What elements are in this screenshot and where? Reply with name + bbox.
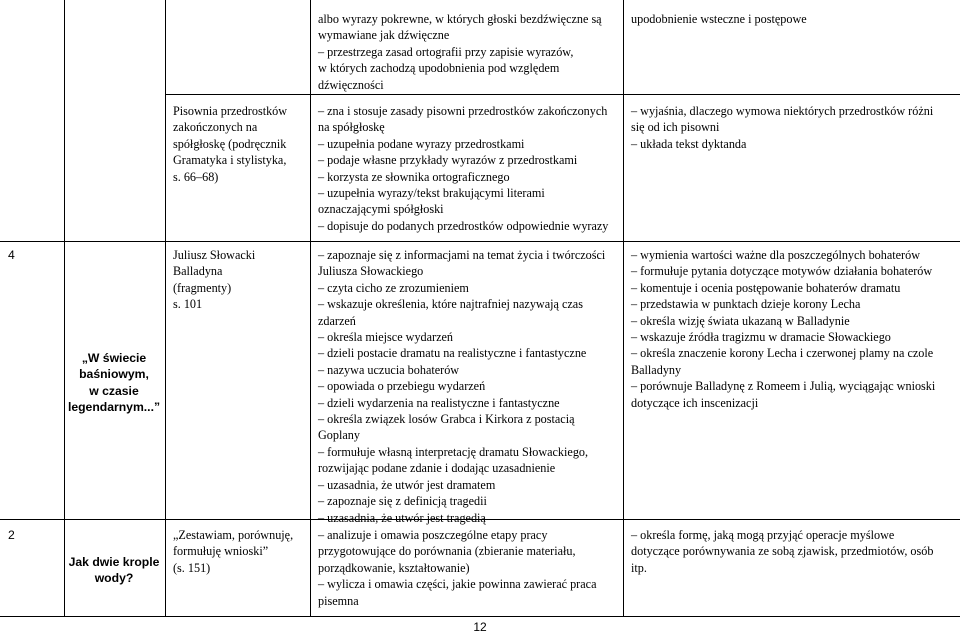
basic-requirements-cell [318,247,605,526]
text-line: wymawiane jak dźwięczne [318,28,450,43]
text-line: – wylicza i omawia części, jakie powinna zawierać praca [318,577,597,592]
text-line: baśniowym, [79,367,149,382]
lesson-number: 4 [8,248,15,262]
text-line: Juliusza Słowackiego [318,264,424,279]
text-line: – nazywa uczucia bohaterów [318,362,460,377]
text-line: (s. 151) [173,560,211,575]
text-line: – wymienia wartości ważne dla poszczególnych bohaterów [631,248,921,262]
text-line: – określa związek losów Grabca i Kirkora z postacią [318,412,575,427]
text-line: dźwięczności [318,77,384,92]
text-line: – podaje własne przykłady wyrazów z przedrostkami [318,153,578,168]
text-line: Gramatyka i stylistyka, [173,153,287,168]
text-line: porządkowanie, kształtowanie) [318,560,470,575]
text-line: formułuję wnioski” [173,544,269,559]
topic-cell [64,350,164,416]
extended-requirements-cell [631,103,933,152]
basic-requirements-cell [318,11,602,93]
text-line: – uzupełnia wyrazy/tekst brakującymi literami [318,186,545,201]
text-line: oznaczającymi spółgłoski [318,202,444,217]
extended-requirements-cell [631,527,933,576]
column-divider [165,0,166,617]
text-line: – uzasadnia, że utwór jest tragedią [318,510,486,525]
text-line: – opowiada o przebiegu wydarzeń [318,379,486,394]
text-line: – zapoznaje się z informacjami na temat życia i twórczości [318,248,606,262]
text-line: wody? [94,571,134,586]
column-divider [310,0,311,617]
text-line: dotyczące ich inscenizacji [631,395,759,410]
text-line: – dzieli wydarzenia na realistyczne i fantastyczne [318,395,560,410]
text-line: na spółgłoskę [318,120,385,135]
text-line: – układa tekst dyktanda [631,136,747,151]
text-line: Juliusz Słowacki [173,248,256,262]
text-line: – analizuje i omawia poszczególne etapy pracy [318,528,548,542]
text-line: – określa formę, jaką mogą przyjąć operacje myślowe [631,528,895,542]
extended-requirements-cell [631,11,807,27]
text-line: „W świecie [81,351,147,365]
text-line: – dzieli postacie dramatu na realistyczne i fantastyczne [318,346,587,361]
text-line: – formułuje własną interpretację dramatu Słowackiego, [318,444,589,459]
text-line: – przedstawia w punktach dzieje korony Lecha [631,297,861,312]
text-line: – wskazuje określenia, które najtrafniej nazywają czas [318,297,583,312]
topic-cell [64,554,164,587]
text-line: – zapoznaje się z definicją tragedii [318,494,487,509]
text-line: itp. [631,560,647,575]
text-line: s. 66–68) [173,169,219,184]
text-line: „Zestawiam, porównuję, [173,528,294,542]
text-line: – uzasadnia, że utwór jest dramatem [318,477,496,492]
text-line: Jak dwie krople [68,555,160,569]
text-line: – określa wizję świata ukazaną w Balladynie [631,313,850,328]
material-cell [173,247,255,313]
text-line: Goplany [318,428,360,443]
text-line: zakończonych na [173,120,258,135]
text-line: – dopisuje do podanych przedrostków odpowiednie wyrazy [318,218,609,233]
text-line: pisemna [318,593,359,608]
text-line: przygotowujące do porównania (zbieranie materiału, [318,544,576,559]
row-divider [165,94,960,95]
column-divider [64,0,65,617]
text-line: spółgłoskę (podręcznik [173,136,287,151]
text-line: albo wyrazy pokrewne, w których głoski bezdźwięczne są [318,12,602,26]
text-line: zdarzeń [318,313,356,328]
text-line: – formułuje pytania dotyczące motywów działania bohaterów [631,264,933,279]
row-divider [0,241,960,242]
basic-requirements-cell [318,527,596,609]
text-line: s. 101 [173,297,203,312]
text-line: – uzupełnia podane wyrazy przedrostkami [318,136,525,151]
text-line: – określa znaczenie korony Lecha i czerwonej plamy na czole [631,346,934,361]
text-line: upodobnienie wsteczne i postępowe [631,12,807,26]
text-line: rozwijając podane zdanie i dodając uzasadnienie [318,461,556,476]
extended-requirements-cell [631,247,935,411]
text-line: w których zachodzą upodobnienia pod względem [318,61,560,76]
text-line: legendarnym...” [67,400,161,415]
text-line: Balladyna [173,264,223,279]
text-line: – wyjaśnia, dlaczego wymowa niektórych przedrostków różni [631,104,934,118]
text-line: Balladyny [631,362,682,377]
text-line: – komentuje i ocenia postępowanie bohaterów dramatu [631,280,901,295]
text-line: Pisownia przedrostków [173,104,288,118]
text-line: – zna i stosuje zasady pisowni przedrostków zakończonych [318,104,608,118]
basic-requirements-cell [318,103,608,234]
text-line: – czyta cicho ze zrozumieniem [318,280,469,295]
material-cell [173,527,293,576]
text-line: – przestrzega zasad ortografii przy zapisie wyrazów, [318,44,574,59]
column-divider [623,0,624,617]
lesson-number: 2 [8,528,15,542]
text-line: w czasie [89,383,139,398]
text-line: (fragmenty) [173,280,232,295]
text-line: – określa miejsce wydarzeń [318,330,454,345]
text-line: – korzysta ze słownika ortograficznego [318,169,510,184]
page-number: 12 [473,620,487,634]
row-divider [0,616,960,617]
text-line: się od ich pisowni [631,120,720,135]
text-line: – wskazuje źródła tragizmu w dramacie Słowackiego [631,330,891,345]
text-line: – porównuje Balladynę z Romeem i Julią, wyciągając wnioski [631,379,936,394]
text-line: dotyczące porównywania ze sobą zjawisk, przedmiotów, osób [631,544,934,559]
material-cell [173,103,287,185]
